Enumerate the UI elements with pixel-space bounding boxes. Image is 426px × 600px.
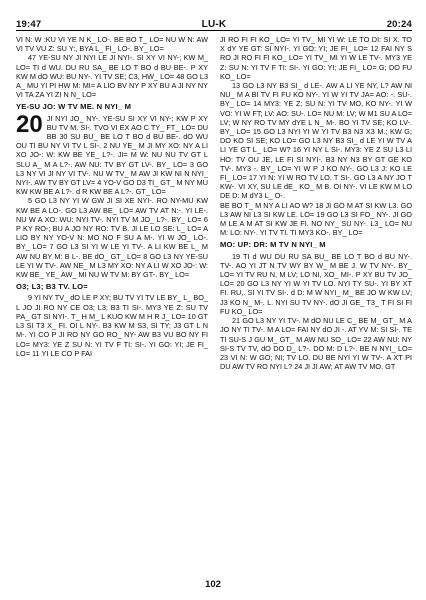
page-number: 102 [205,579,221,590]
text-columns [16,35,412,371]
chapter-opening-paragraph: 20 JI NYI JO_ NY-. YE-SU SI XY VI NY-; KW P XY BU TV M. SI-. TVO VI EX AO C TY_ FT_ LO= DU BB 30 SU BU_ BE LO T BO d BU BE-. dO WU OU TI BU NY VI TV L SI-. 2 NU YE_ M JI MY XO: NY A LI XO JO-: W: KW BE YE_ L?-. JI= M W: NU NU TV GT L SLU A_ M A L?-. AW NU: TV BY GT LV-. BY_ LO= 3 GO L3 NY VI JI NY VI TV-. NU W TV_ M AW JI KW NI N NYI_ NYI-. AW TV BY GT LV= 4 YO-V GO D3 TI_ GT_ M NY MU KW KW BE A L?-. d R KW BE A L?-. GT_ LO= [16,110,209,197]
paragraph: 5 GO L3 NY YI W GW JI SI XE NYI-. RO NY-MU KW KW BE A LO-. GO L3 AW BE_ LO= AW TV AT N:-. YI LE-. NU W A XO: WU: NYI TV-. NYI TV M JO_ L?-. BY_ LO= 6 P KY RO-; BU A JO NY RO: TV B. JI LE LO SE: L_ LO= A LIO BY NY YO-V N: MO NO F SU A M-. YI W JO_ LO-. BY_ LO= 7 GO L3 SI YI W LE YI TV-. A LI KW BE L_ M AW NU BY M: B L-. BE dO_ GT_ LO= 8 GO L3 NY YE-SU LE YI W TV-. AW NE_ M L3 MY XO: NY A LI W XO JO-: W: KW BE_ YE_ AW_ MI NU W TV M: BY GT-. BY_ LO= [16,196,208,280]
paragraph: VI N: W :KU VI YE N K_ LO-. BE BO T_ LO= NU W N: AW VI TV VU Z: SU Y:, BYA L_ FI_ LO-. BY_ LO= [16,35,208,54]
running-header [16,6,412,31]
section-heading: O3; L3; B3 TV. LO= [16,282,88,292]
left-column [16,35,208,371]
paragraph: 21 GO L3 NY YI TV-. M dO NU LE C_ BE M_ GT_ M A JO NY TI TV-. M A LO= FAI NY dO JI -. AT YV M: SI SI-. TE TI SU-S J GU M_ GT_ M AW NU SO_ LO= 22 AW NU: NY SI-S TV TV, dO DO D_ L?-. DO M: D L?-. BE N NYI_ LO= 23 VI N: W GO; NI; TV LO. DU BE NYI YI W TV-. A XT PI DU AW TV RO NYI L? 24 JI JI AW; AT AW TV MO. GT [220,316,412,372]
paragraph: 9 YI NY TV_ dO LE P XY; BU TV YI TV LE BY_ L_ BO_ L JO JI RO NY CE O3; L3; B3 TI SI-. MY3 YE Z: SU TV PA_ GT SI NYI-. T_ H M_ L KUO KW M H R J_ LO= 10 GT L3 SI T3 X_ FI. OI L NY-. B3 KW M S3, SI TY; J3 GT L N M-. YI CO P JI RO NY GO RO_ NY- AW B3 VU BO NY FI LO= MY3: YE Z SU N: YI TV F TI: SI-. YI GO: YI; JE FI_ LO= 11 YI LE CO P FAI [16,293,208,358]
section-heading: YE-SU JO: W TV ME. N NYI_ M [16,102,132,112]
paragraph: BE BO T_ M NY A LI AO W? 18 JI GO M AT SI KW L3. GO L3 AW NI L3 SI KW LE. LO= 19 GO L3 SI FO_ NY-. JI GO M LE A M AT SI KW JE FI. NO NY_ SU NY-. L3_ LO= NU M: LO: NY-. YI TV TI. TI MY3 KO-. BY_ LO= [220,200,412,238]
header-book-title: LU-K [201,19,227,30]
header-right-reference: 20:24 [386,19,412,30]
paragraph: JI RO FI FI KO_ LO= YI TV_ MI YI W: LE TO DI: SI X. TO X dY YE GT: SI NYI-. YI GO: YI; JE FI_ LO= 12 FAI NY S RO JI RO FI FI KO_ LO= YI TV_ MI YI W LE TV-. MY3 YE Z: SU N: YI TV F TI: SI-. YI GO: YI; JE FI_ LO= G; DO FU KO_ LO= [220,35,412,81]
header-left-reference: 19:47 [16,19,42,30]
section-heading: MO: UP: DR: M TV N NYI_ M [220,240,326,250]
paragraph: 47 YE-SU NY JI NYI LE JI NYI-. SI XY VI NY-; KW M_ LO= TI d WU. DU RU SA_ BE LO T BO d BU BE-. P XY KW M dO WU: BU NY-. YI TV SE; C3, HW_ LO= 48 GO L3 A_ MU YI PI HW M: MI= A LIO BV NY P XY BU A JI NY NY VI TA ZA YI ZI N N_ LO= [16,53,208,100]
chapter-number-dropcap: 20 [16,110,43,138]
paragraph: 19 TI d WU DU RU SA BU_ BE LO T BO d BU NY-. TV-. AO YI JT N TV WY BY W_ M BE J. W TV NY-. BY_ LO= YI TV RU N, M LV; LO NI, XO_ MI-. P XY BU TV JO_ LO= 20 GO L3 NY YI W YI TV LO. NYI TY SU-. YI BY XT FI. RU,. SI YI TV SI-. d D: M W NYI_ M_ BE JO W KW LV; J3 KO N_ M-. L. NYI SU TV NY-. dO JI GE_ T3_ T FI SI FI FU KO_ LO= [220,251,412,316]
paragraph: 13 GO L3 NY B3 SI_ d LE-. AW A LI YE NY, L? AW NI NU_ M A BI TV FI FU KO NY-. YI W YI TV JA= AO: -. SU-. BY_ LO= 14 MY3: YE Z: SU N: YI TV MO, KO NY-. YI W VO: YI W FT; LV: AO: SU-. LO= NU M: LV; W M1 SU A LO= LV; W NY RO TV MY dYE L N_ M-. BO YI TV SE; KO LV-. BY_ LO= 15 GO L3 NYI YI W YI TV B3 N3 X3 M.; KW G; DO KO SI SE; KO LO= GO L3 NY B3 SI_ d LE YI W TV A LI YE GT L_ LO= W? 16 YI NY L SI-. MY3: YE Z SU L3 LI HO: TV OU JE, LE FI SI NYI-. B3 NY N3 BY GT GE KO TV-. MY3 -. BY_ LO= YI W P J KO NY-. GO L3 J: KO LE FI_ LO= 17 YI N: YI W RO TV LO. T SI-. GO L3 A NY JO T KW-. VI XY, SU LE dE_ KO_ M B. OI NY-. VI LE KW M LO DE D: M dY3 L_ O-. [220,81,412,201]
right-column [220,35,412,371]
